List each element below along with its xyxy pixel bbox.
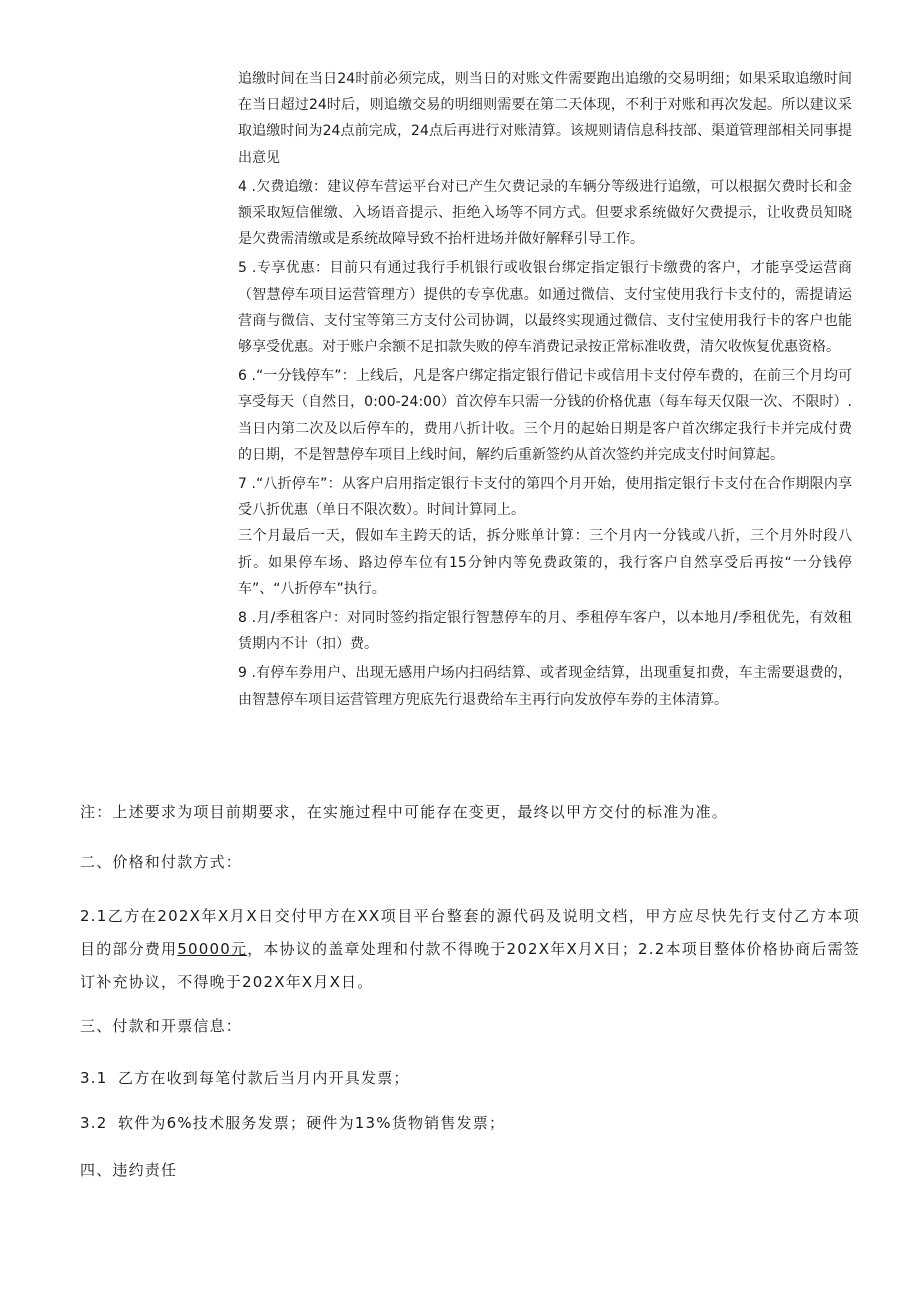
indented-clauses — [238, 66, 852, 713]
note-paragraph: 注：上述要求为项目前期要求，在实施过程中可能存在变更，最终以甲方交付的标准为准。 — [80, 803, 729, 821]
section-2-paragraph — [80, 900, 860, 999]
section-3-item-1 — [80, 1067, 860, 1088]
clause-9-parking-coupons: 9 .有停车券用户、出现无感用户场内扫码结算、或者现金结算，出现重复扣费，车主需要退费的，由智慧停车项目运营管理方兜底先行退费给车主再行向发放停车券的主体清算。 — [238, 665, 852, 708]
section-3-item-2 — [80, 1112, 860, 1133]
clause-7-twenty-percent-off: 7 .“八折停车”：从客户启用指定银行卡支付的第四个月开始，使用指定银行卡支付在合作期限内享受八折优惠（单日不限次数）。时间计算同上。 — [238, 476, 852, 519]
section-4-heading: 四、违约责任 — [80, 1161, 178, 1179]
item-number: 3.1 — [80, 1069, 108, 1087]
item-number: 3.2 — [80, 1114, 108, 1132]
clause-6-one-cent-parking: 6 .“一分钱停车”：上线后，凡是客户绑定指定银行借记卡或信用卡支付停车费的，在前三个月均可享受每天（自然日，0:00-24:00）首次停车只需一分钱的价格优惠（每车每天仅限一次、不限时）.当日内第二次及以后停车的，费用八折计收。三个月的起始日期是客户首次绑定我行卡并完成付费的日期，不是智慧停车项目上线时间，解约后重新签约从首次签约并完成支付时间算起。 — [238, 368, 852, 463]
section-2-heading: 二、价格和付款方式： — [80, 853, 243, 871]
clause-3-continuation: 追缴时间在当日24时前必须完成，则当日的对账文件需要跑出追缴的交易明细；如果采取追缴时间在当日超过24时后，则追缴交易的明细则需要在第二天体现，不利于对账和再次发起。所以建议采取追缴时间为24点前完成，24点后再进行对账清算。该规则请信息科技部、渠道管理部相关同事提出意见 — [238, 71, 852, 166]
item-text: 乙方在收到每笔付款后当月内开具发票； — [118, 1069, 410, 1087]
section-3-heading: 三、付款和开票信息： — [80, 1017, 243, 1035]
clause-7-supplement: 三个月最后一天，假如车主跨天的话，拆分账单计算：三个月内一分钱或八折，三个月外时段八折。如果停车场、路边停车位有15分钟内等免费政策的，我行客户自然享受后再按“一分钱停车”、“八折停车”执行。 — [238, 528, 852, 597]
clause-4-arrears-recovery: 4 .欠费追缴：建议停车营运平台对已产生欠费记录的车辆分等级进行追缴，可以根据欠费时长和金额采取短信催缴、入场语音提示、拒绝入场等不同方式。但要求系统做好欠费提示，让收费员知晓是欠费需清缴或是系统故障导致不抬杆进场并做好解释引导工作。 — [238, 178, 852, 248]
payment-amount: 50000元 — [177, 940, 248, 958]
clause-8-monthly-customers: 8 .月/季租客户：对同时签约指定银行智慧停车的月、季租停车客户，以本地月/季租优先，有效租赁期内不计（扣）费。 — [238, 610, 852, 653]
section-2-text-after: ，本协议的盖章处理和付款不得晚于202X年X月X日；2.2本项目整体价格协商后需签订补充协议，不得晚于202X年X月X日。 — [80, 940, 860, 991]
clause-5-exclusive-discount: 5 .专享优惠：目前只有通过我行手机银行或收银台绑定指定银行卡缴费的客户，才能享受运营商（智慧停车项目运营管理方）提供的专享优惠。如通过微信、支付宝使用我行卡支付的，需提请运营商与微信、支付宝等第三方支付公司协调，以最终实现通过微信、支付宝使用我行卡的客户也能够享受优惠。对于账户余额不足扣款失败的停车消费记录按正常标准收费，清欠收恢复优惠资格。 — [238, 260, 852, 356]
section-2-text-before: 2.1乙方在202X年X月X日交付甲方在XX项目平台整套的源代码及说明文档，甲方应尽快先行支付乙方本项目的部分费用 — [80, 907, 860, 958]
item-text: 软件为6%技术服务发票；硬件为13%货物销售发票； — [118, 1114, 506, 1132]
